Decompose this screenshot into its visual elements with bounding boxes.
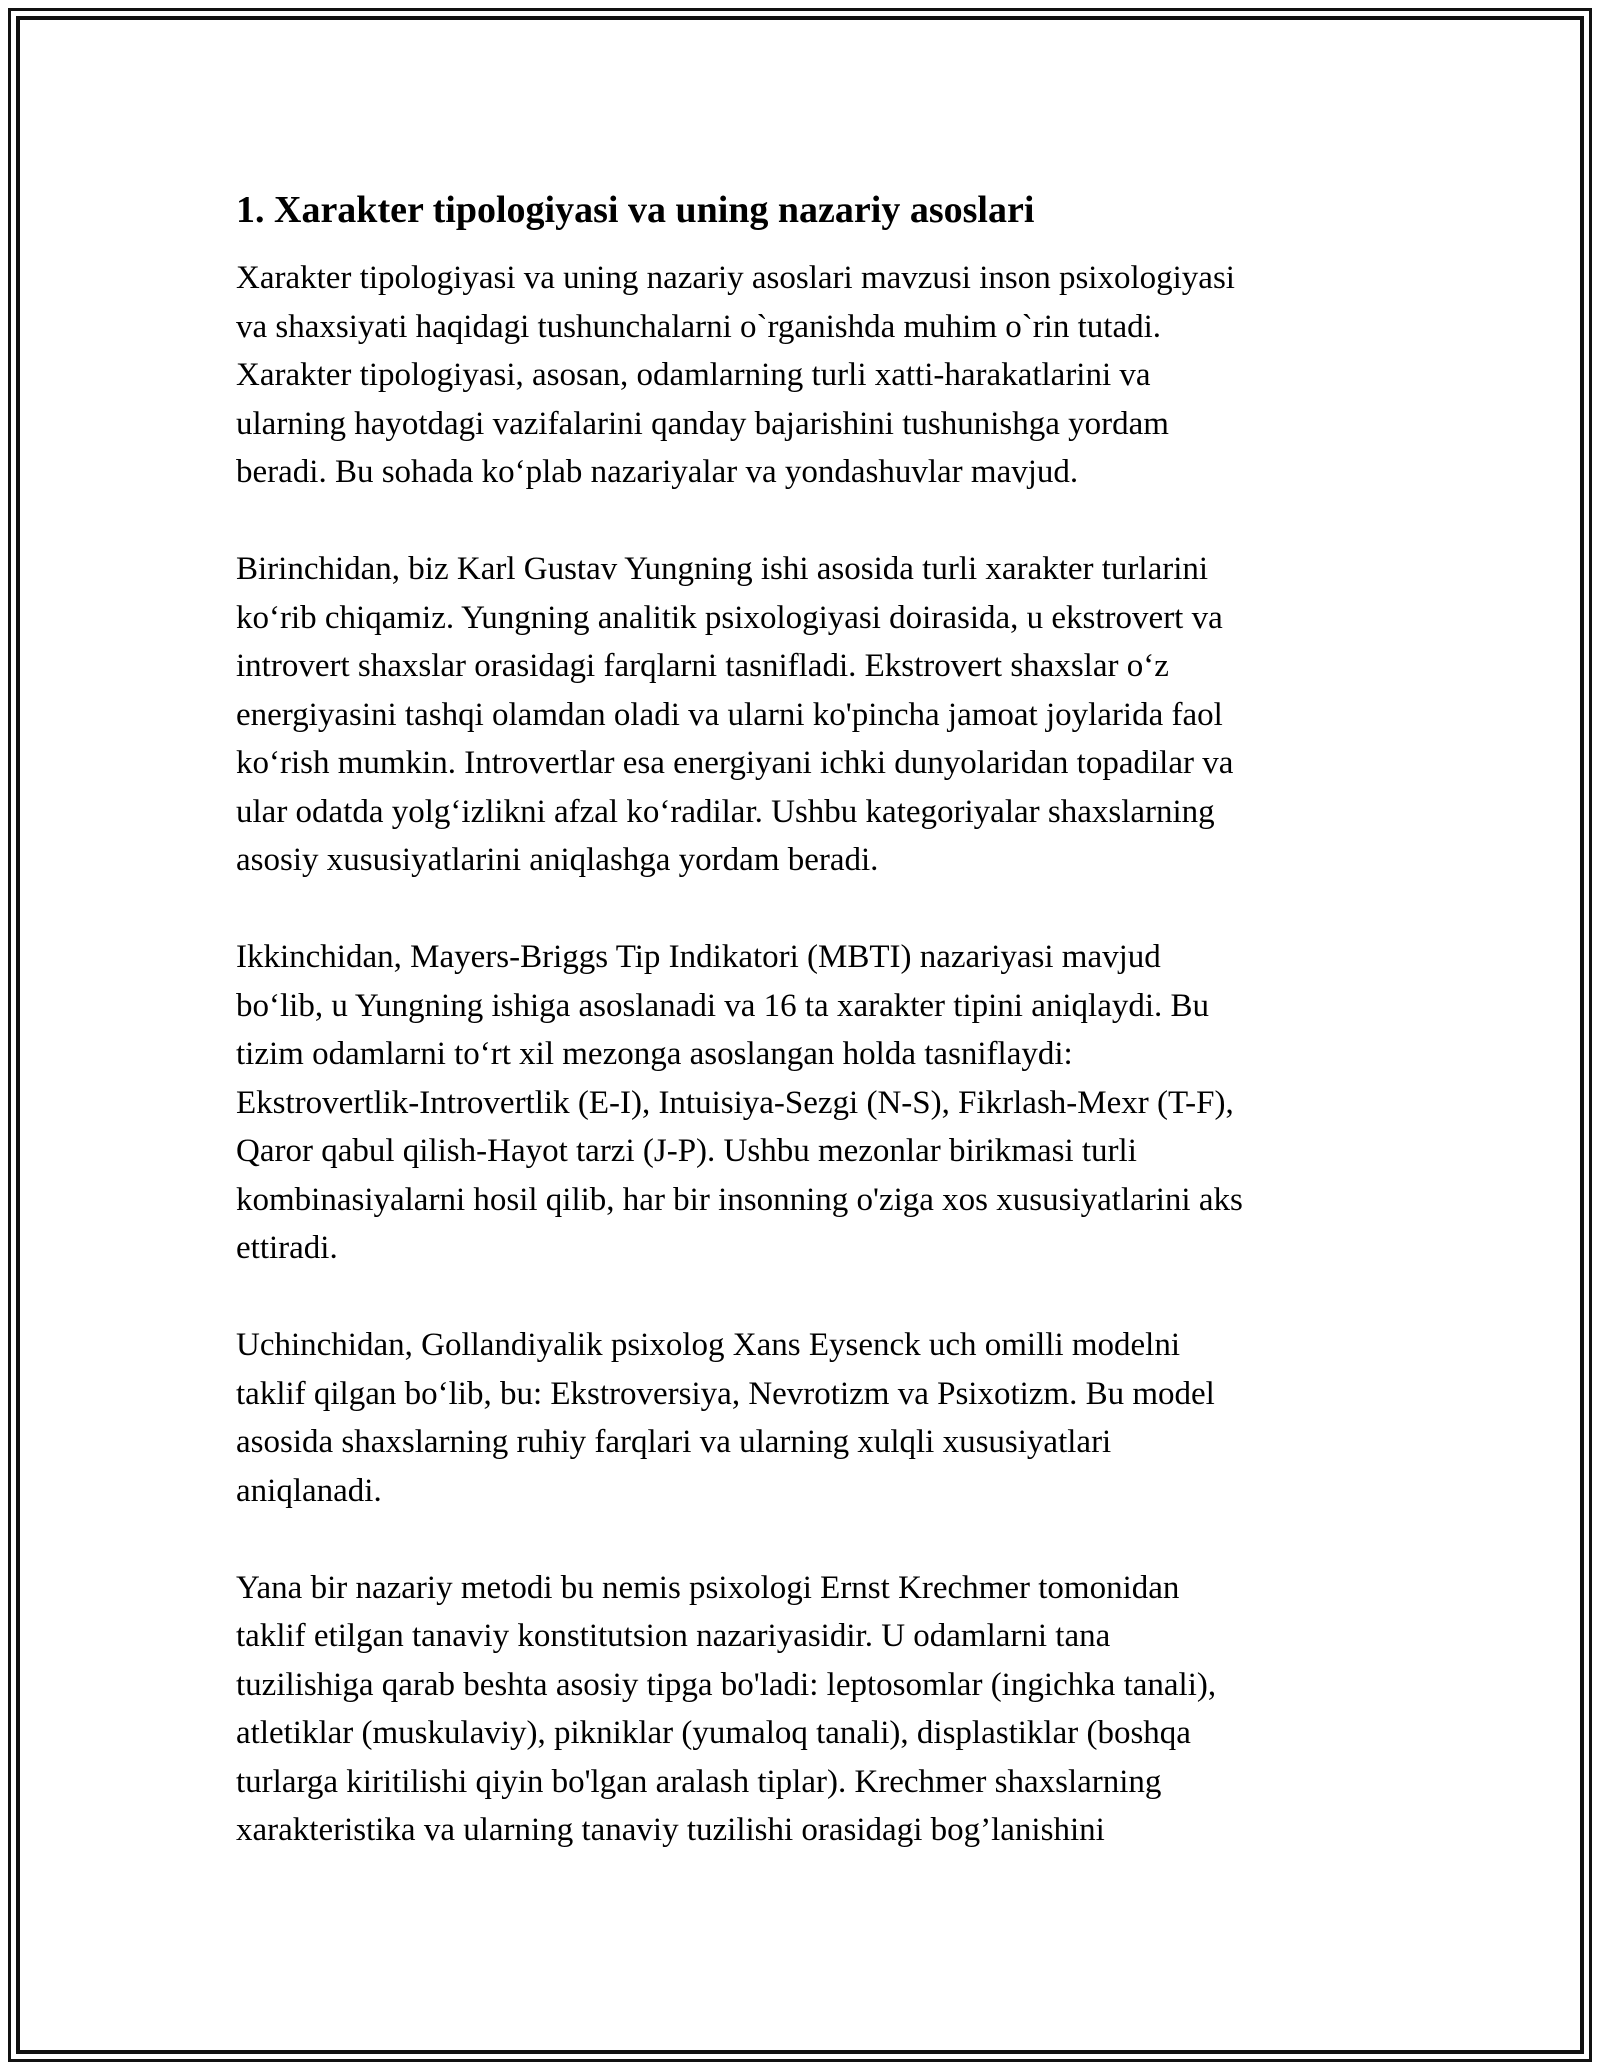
paragraph-mbti — [236, 933, 1366, 1273]
text-line: koʻrib chiqamiz. Yungning analitik psixologiyasi doirasida, u ekstrovert va — [236, 599, 1223, 636]
text-line: Ikkinchidan, Mayers-Briggs Tip Indikatori (MBTI) nazariyasi mavjud — [236, 939, 1161, 975]
text-line: beradi. Bu sohada koʻplab nazariyalar va yondashuvlar mavjud. — [236, 454, 1079, 490]
document-body — [236, 186, 1366, 1903]
paragraph-krechmer — [236, 1564, 1366, 1855]
text-line: Qaror qabul qilish-Hayot tarzi (J-P). Ushbu mezonlar birikmasi turli — [236, 1133, 1137, 1169]
text-line: va shaxsiyati haqidagi tushunchalarni o`rganishda muhim o`rin tutadi. — [236, 308, 1162, 345]
text-line: ettiradi. — [236, 1230, 338, 1266]
text-line: introvert shaxslar orasidagi farqlarni tasnifladi. Ekstrovert shaxslar oʻz — [236, 648, 1169, 684]
text-line: Uchinchidan, Gollandiyalik psixolog Xans Eysenck uch omilli modelni — [236, 1327, 1181, 1363]
text-line: Birinchidan, biz Karl Gustav Yungning ishi asosida turli xarakter turlarini — [236, 551, 1209, 587]
text-line: asosiy xususiyatlarini aniqlashga yordam beradi. — [236, 842, 879, 878]
text-line: tuzilishiga qarab beshta asosiy tipga bo'ladi: leptosomlar (ingichka tanali), — [236, 1666, 1217, 1703]
text-line: aniqlanadi. — [236, 1472, 382, 1509]
text-line: kombinasiyalarni hosil qilib, har bir insonning o'ziga xos xususiyatlarini aks — [236, 1181, 1243, 1218]
text-line: ularning hayotdagi vazifalarini qanday bajarishini tushunishga yordam — [236, 405, 1169, 442]
paragraph-eysenck — [236, 1321, 1366, 1515]
text-line: ular odatda yolgʻizlikni afzal koʻradilar. Ushbu kategoriyalar shaxslarning — [236, 793, 1215, 830]
text-line: Xarakter tipologiyasi va uning nazariy asoslari mavzusi inson psixologiyasi — [236, 260, 1235, 296]
paragraph-intro — [236, 254, 1366, 497]
text-line: asosida shaxslarning ruhiy farqlari va ularning xulqli xususiyatlari — [236, 1424, 1112, 1460]
paragraph-jung — [236, 545, 1366, 885]
text-line: energiyasini tashqi olamdan oladi va ularni ko'pincha jamoat joylarida faol — [236, 696, 1223, 733]
text-line: Xarakter tipologiyasi, asosan, odamlarning turli xatti-harakatlarini va — [236, 357, 1151, 393]
text-line: xarakteristika va ularning tanaviy tuzilishi orasidagi bog’lanishini — [236, 1812, 1105, 1848]
text-line: tizim odamlarni toʻrt xil mezonga asoslangan holda tasniflaydi: — [236, 1036, 1073, 1072]
text-line: koʻrish mumkin. Introvertlar esa energiyani ichki dunyolaridan topadilar va — [236, 745, 1234, 781]
section-heading: 1. Xarakter tipologiyasi va uning nazariy asoslari — [236, 189, 1035, 231]
text-line: Ekstrovertlik-Introvertlik (E-I), Intuisiya-Sezgi (N-S), Fikrlash-Mexr (T-F), — [236, 1084, 1234, 1121]
text-line: taklif qilgan boʻlib, bu: Ekstroversiya, Nevrotizm va Psixotizm. Bu model — [236, 1375, 1215, 1412]
text-line: taklif etilgan tanaviy konstitutsion nazariyasidir. U odamlarni tana — [236, 1618, 1111, 1654]
text-line: Yana bir nazariy metodi bu nemis psixologi Ernst Krechmer tomonidan — [236, 1569, 1180, 1606]
text-line: turlarga kiritilishi qiyin bo'lgan aralash tiplar). Krechmer shaxslarning — [236, 1763, 1162, 1800]
text-line: boʻlib, u Yungning ishiga asoslanadi va 16 ta xarakter tipini aniqlaydi. Bu — [236, 987, 1210, 1024]
text-line: atletiklar (muskulaviy), pikniklar (yumaloq tanali), displastiklar (boshqa — [236, 1715, 1191, 1751]
